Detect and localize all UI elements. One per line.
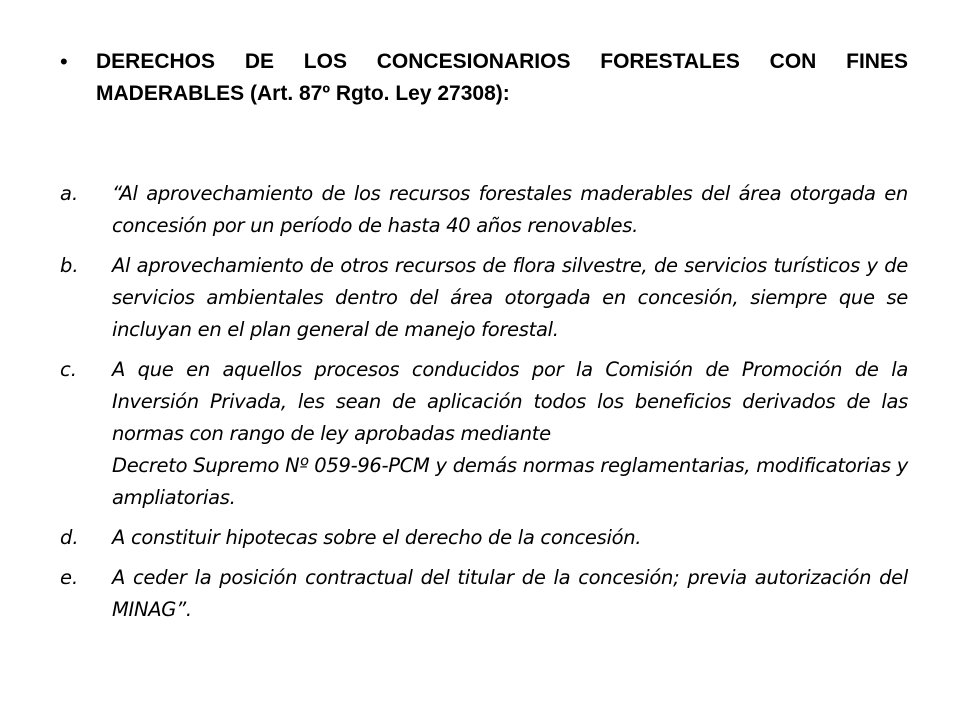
list-marker: a.: [60, 182, 79, 205]
bullet-icon: •: [60, 49, 68, 74]
heading-text: DERECHOS DE LOS CONCESIONARIOS FORESTALES CON FINES MADERABLES (Art. 87º Rgto. Ley 27308):: [96, 50, 908, 105]
list-item: [60, 354, 908, 514]
list-item: [60, 562, 908, 626]
list-marker: c.: [60, 358, 77, 381]
list-item-text: “Al aprovechamiento de los recursos forestales maderables del área otorgada en concesión por un período de hasta 40 años renovables.: [112, 182, 908, 237]
rights-list: [60, 178, 908, 634]
list-item: [60, 522, 908, 554]
list-item-text: A ceder la posición contractual del titular de la concesión; previa autorización del MINAG”.: [112, 566, 908, 621]
list-marker: b.: [60, 254, 79, 277]
list-item: [60, 178, 908, 242]
list-marker: d.: [60, 526, 79, 549]
list-item-text: A constituir hipotecas sobre el derecho de la concesión.: [112, 526, 642, 549]
list-item: [60, 250, 908, 346]
list-item-text: Al aprovechamiento de otros recursos de flora silvestre, de servicios turísticos y de servicios ambientales dentro del área otorgada en concesión, siempre que se incluyan en el plan general de manejo forestal.: [112, 254, 908, 341]
list-item-text: A que en aquellos procesos conducidos por la Comisión de Promoción de la Inversión Privada, les sean de aplicación todos los beneficios derivados de las normas con rango de ley aprobadas mediante Decreto Supremo Nº 059-96-PCM y demás normas reglamentarias, modificatorias y ampliatorias.: [112, 358, 908, 509]
slide-heading: [60, 46, 908, 110]
list-marker: e.: [60, 566, 79, 589]
